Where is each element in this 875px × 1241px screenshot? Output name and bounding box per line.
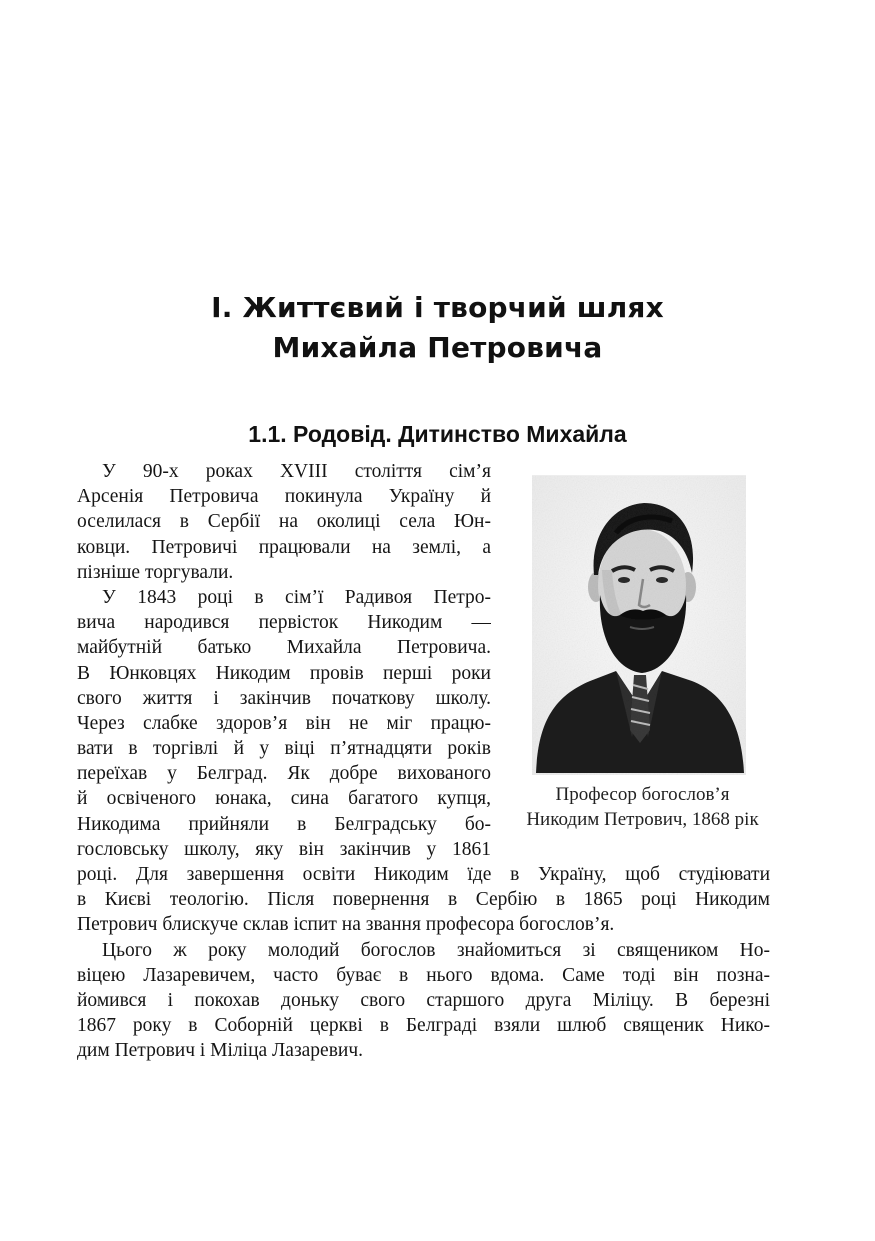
text-line: віцею Лазаревичем, часто буває в нього вдома. Саме тоді він позна- bbox=[77, 964, 770, 986]
text-line: ковци. Петровичі працювали на землі, а bbox=[77, 536, 491, 558]
chapter-title-line-1: I. Життєвий і творчий шлях bbox=[211, 291, 664, 324]
text-line: Арсенія Петровича покинула Україну й bbox=[77, 486, 491, 508]
portrait-illustration bbox=[532, 475, 746, 775]
full-width-text bbox=[77, 862, 770, 1064]
portrait-photo bbox=[532, 475, 746, 775]
text-line: Через слабке здоров’я він не міг працю- bbox=[77, 712, 491, 734]
text-line: йомився і покохав доньку свого старшого друга Міліцу. В березні bbox=[77, 989, 770, 1011]
chapter-title bbox=[0, 288, 875, 368]
text-line: У 90-х роках XVIII століття сім’я bbox=[102, 461, 491, 482]
text-line: оселилася в Сербії на околиці села Юн- bbox=[77, 511, 491, 533]
caption-line-2: Никодим Петрович, 1868 рік bbox=[526, 809, 759, 830]
text-line: майбутній батько Михайла Петровича. bbox=[77, 637, 491, 659]
left-column-text bbox=[77, 459, 491, 862]
chapter-title-line-2: Михайла Петровича bbox=[272, 331, 603, 364]
text-line: У 1843 році в сім’ї Радивоя Петро- bbox=[102, 586, 491, 608]
text-line: Цього ж року молодий богослов знайомиться зі священиком Но- bbox=[102, 939, 770, 961]
text-line: вича народився первісток Никодим — bbox=[77, 612, 491, 634]
text-line: переїхав у Белград. Як добре вихованого bbox=[77, 763, 491, 785]
caption-line-1: Професор богослов’я bbox=[555, 784, 730, 805]
text-line: в Києві теологію. Після повернення в Сербію в 1865 році Никодим bbox=[77, 889, 770, 911]
text-line: Никодима прийняли в Белградську бо- bbox=[77, 813, 491, 835]
text-line: дим Петрович і Міліца Лазаревич. bbox=[77, 1040, 364, 1062]
text-line: році. Для завершення освіти Никодим їде в Україну, щоб студіювати bbox=[77, 864, 770, 885]
text-line: й освіченого юнака, сина багатого купця, bbox=[77, 788, 491, 810]
text-line: гословську школу, яку він закінчив у 1861 bbox=[77, 838, 491, 860]
photo-caption bbox=[505, 782, 780, 832]
text-line: свого життя і закінчив початкову школу. bbox=[77, 687, 491, 709]
text-line: В Юнковцях Никодим провів перші роки bbox=[77, 662, 491, 684]
text-line: 1867 року в Соборній церкві в Белграді взяли шлюб священик Нико- bbox=[77, 1015, 770, 1037]
section-title: 1.1. Родовід. Дитинство Михайла bbox=[248, 421, 627, 447]
text-line: Петрович блискуче склав іспит на звання професора богослов’я. bbox=[77, 914, 615, 936]
text-line: вати в торгівлі й у віці п’ятнадцяти років bbox=[77, 738, 491, 760]
text-line: пізніше торгували. bbox=[77, 561, 234, 583]
